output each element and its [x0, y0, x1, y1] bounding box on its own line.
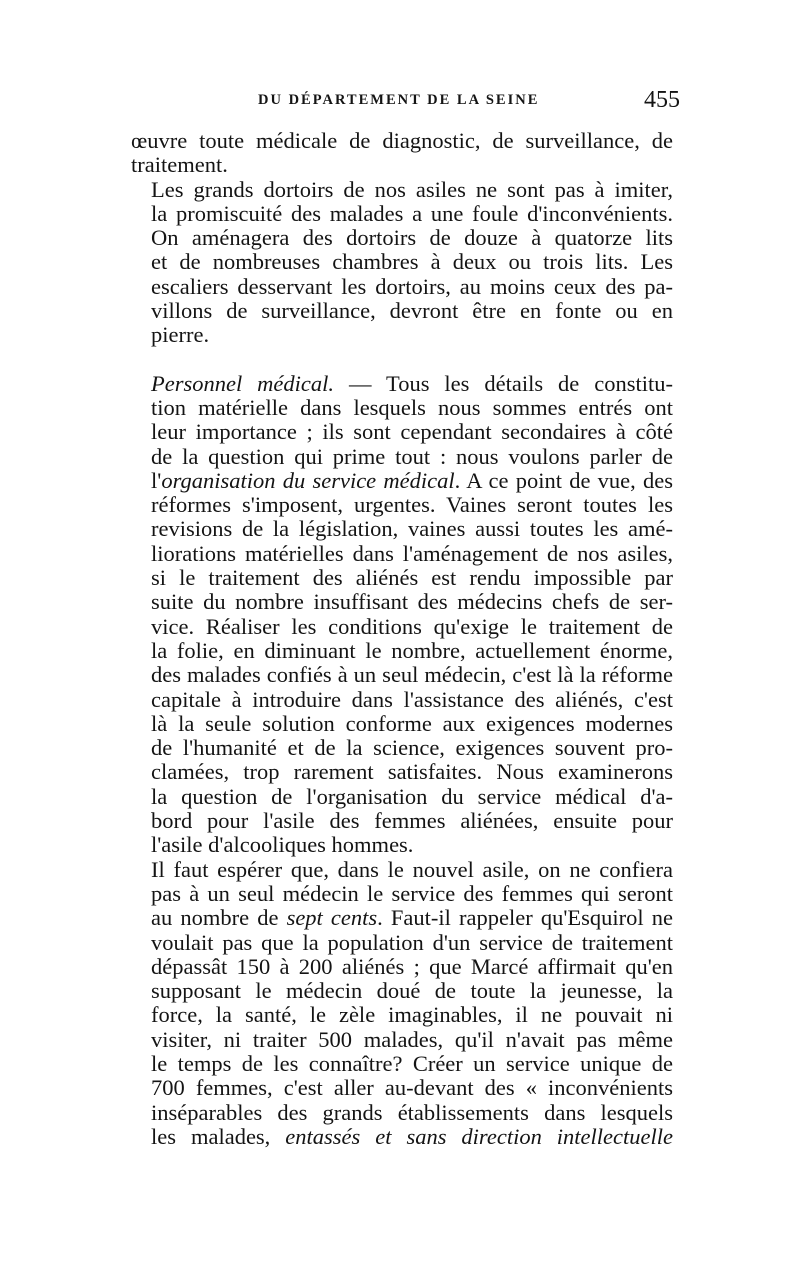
italic-phrase: entassés et sans direction intellectuelle	[285, 1123, 673, 1149]
text-line: au nombre de sept cents. Faut-il rappeler qu'Esquirol ne	[151, 905, 673, 931]
text-line: pas à un seul médecin le service des femmes qui seront	[151, 880, 673, 906]
page-header	[258, 87, 680, 120]
paragraph-3	[131, 372, 673, 858]
italic-phrase: sept cents	[286, 905, 378, 931]
text-line: suite du nombre insuffisant des médecins chefs de ser-	[151, 589, 673, 615]
text-line: capitale à introduire dans l'assistance des aliénés, c'est	[151, 686, 673, 712]
text-line	[131, 372, 673, 396]
text-line: et de nombreuses chambres à deux ou trois lits. Les	[151, 249, 673, 275]
text-line: la question de l'organisation du service médical d'a-	[151, 783, 673, 809]
text-line: la promiscuité des malades a une foule d'inconvénients.	[151, 200, 673, 226]
text-line: traitement.	[131, 152, 228, 178]
text-line: supposant le médecin doué de toute la jeunesse, la	[151, 978, 673, 1004]
body-text	[131, 129, 673, 1149]
text-line: voulait pas que la population d'un service de traitement	[151, 929, 673, 955]
page-number: 455	[644, 87, 680, 113]
text-line: tion matérielle dans lesquels nous sommes entrés ont	[151, 394, 673, 420]
text-line: si le traitement des aliénés est rendu impossible par	[151, 565, 673, 591]
section-title: Personnel médical.	[151, 370, 335, 396]
text-line: force, la santé, le zèle imaginables, il ne pouvait ni	[151, 1002, 673, 1028]
text-line: pierre.	[151, 322, 210, 348]
text-line: liorations matérielles dans l'aménagement de nos asiles,	[151, 540, 673, 566]
text-line: 700 femmes, c'est aller au-devant des « inconvénients	[151, 1075, 673, 1101]
text-line: villons de surveillance, devront être en fonte ou en	[151, 298, 673, 324]
running-title: DU DÉPARTEMENT DE LA SEINE	[258, 92, 540, 108]
text-line: le temps de les connaître? Créer un service unique de	[151, 1050, 673, 1076]
text-line: l'organisation du service médical. A ce point de vue, des	[151, 467, 673, 493]
text-line: de l'humanité et de la science, exigences souvent pro-	[151, 735, 673, 761]
text-line: Il faut espérer que, dans le nouvel asile, on ne confiera	[151, 856, 673, 882]
text-line: Les grands dortoirs de nos asiles ne sont pas à imiter,	[151, 176, 673, 202]
text-line: inséparables des grands établissements dans lesquels	[151, 1099, 673, 1125]
paragraph-1	[131, 129, 673, 178]
text-line: la folie, en diminuant le nombre, actuellement énorme,	[151, 637, 673, 663]
text-line: des malades confiés à un seul médecin, c'est là la réforme	[151, 662, 673, 688]
text-line: réformes s'imposent, urgentes. Vaines seront toutes les	[151, 492, 673, 518]
text-line: leur importance ; ils sont cependant secondaires à côté	[151, 419, 673, 445]
text-line: clamées, trop rarement satisfaites. Nous examinerons	[151, 759, 673, 785]
paragraph-4	[131, 858, 673, 1150]
text-line: œuvre toute médicale de diagnostic, de surveillance, de	[131, 128, 673, 153]
text-line: visiter, ni traiter 500 malades, qu'il n'avait pas même	[151, 1026, 673, 1052]
text-line: de la question qui prime tout : nous voulons parler de	[151, 443, 673, 469]
paragraph-2	[131, 178, 673, 348]
text-line: l'asile d'alcooliques hommes.	[151, 832, 414, 858]
text-line: là la seule solution conforme aux exigences modernes	[151, 710, 673, 736]
text-line: revisions de la législation, vaines aussi toutes les amé-	[151, 516, 673, 542]
text-line: bord pour l'asile des femmes aliénées, ensuite pour	[151, 808, 673, 834]
text-line: escaliers desservant les dortoirs, au moins ceux des pa-	[151, 273, 673, 299]
text-line: vice. Réaliser les conditions qu'exige le traitement de	[151, 613, 673, 639]
italic-phrase: organisation du service médical	[161, 467, 455, 493]
text-line: On aménagera des dortoirs de douze à quatorze lits	[151, 225, 673, 251]
section-title-continuation: — Tous les détails de constitu-	[334, 370, 673, 396]
text-line: les malades, entassés et sans direction intellectuelle	[151, 1123, 673, 1149]
text-line: dépassât 150 à 200 aliénés ; que Marcé affirmait qu'en	[151, 953, 673, 979]
